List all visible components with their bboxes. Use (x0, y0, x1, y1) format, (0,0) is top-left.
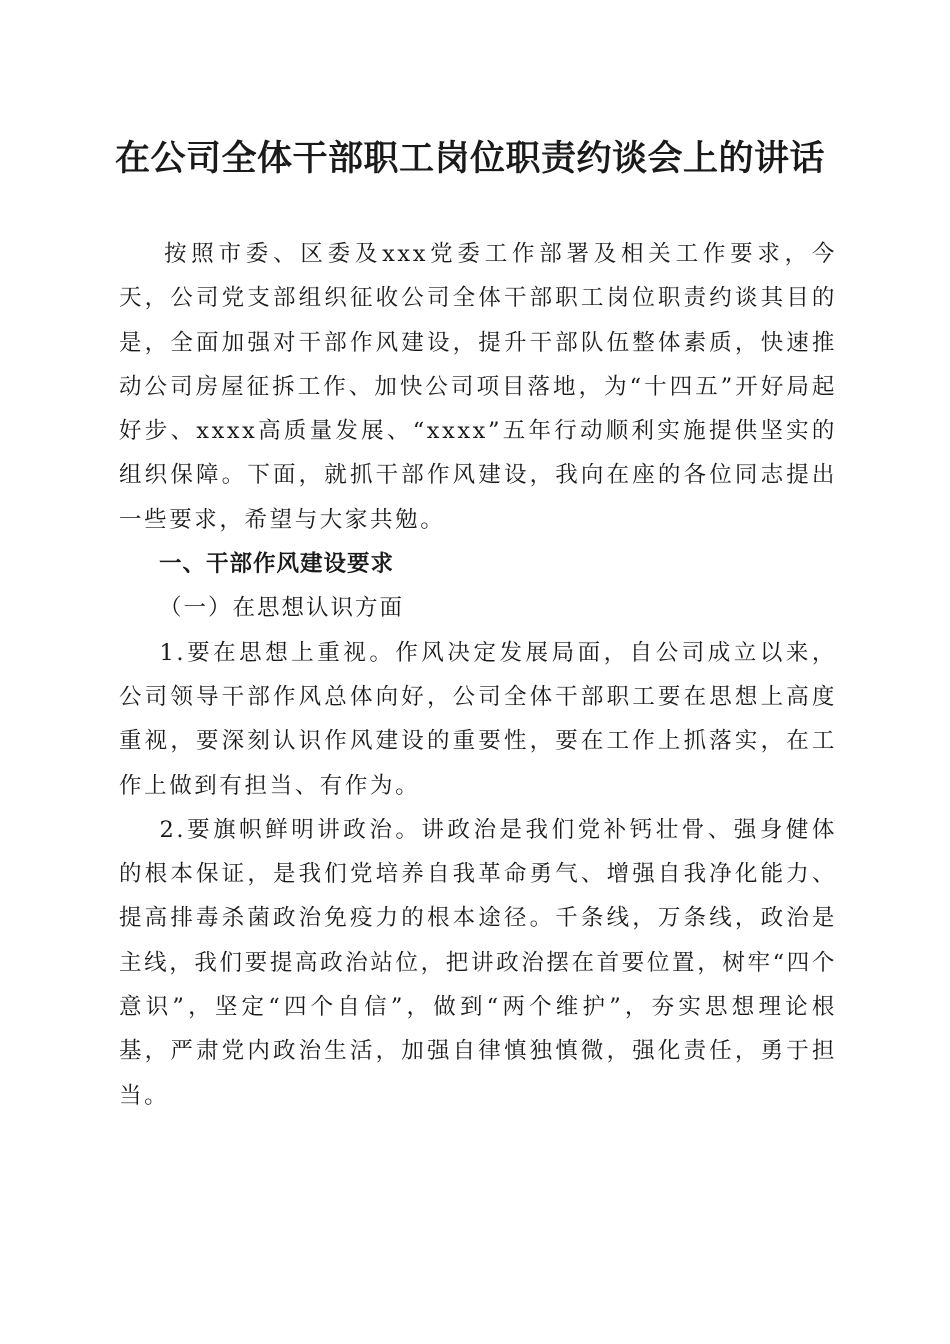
document-body (119, 232, 837, 1118)
section-heading: 一、干部作风建设要求 (159, 551, 395, 578)
intro-paragraph: 按照市委、区委及xxx党委工作部署及相关工作要求，今天，公司党支部组织征收公司全体干部职工岗位职责约谈其目的是，全面加强对干部作风建设，提升干部队伍整体素质，快速推动公司房屋征拆工作、加快公司项目落地，为“十四五”开好局起好步、xxxx高质量发展、“xxxx”五年行动顺利实施提供坚实的组织保障。下面，就抓干部作风建设，我向在座的各位同志提出一些要求，希望与大家共勉。 (119, 241, 837, 533)
numbered-paragraph-1: 1.要在思想上重视。作风决定发展局面，自公司成立以来，公司领导干部作风总体向好，公司全体干部职工要在思想上高度重视，要深刻认识作风建设的重要性，要在工作上抓落实，在工作上做到有担当、有作为。 (119, 639, 837, 799)
numbered-paragraph-2: 2.要旗帜鲜明讲政治。讲政治是我们党补钙壮骨、强身健体的根本保证，是我们党培养自我革命勇气、增强自我净化能力、提高排毒杀菌政治免疫力的根本途径。千条线，万条线，政治是主线，我们要提高政治站位，把讲政治摆在首要位置，树牢“四个意识”，坚定“四个自信”，做到“两个维护”，夯实思想理论根基，严肃党内政治生活，加强自律慎独慎微，强化责任，勇于担当。 (119, 816, 837, 1109)
subsection-heading: （一）在思想认识方面 (159, 595, 405, 622)
document-title: 在公司全体干部职工岗位职责约谈会上的讲话 (114, 138, 825, 179)
